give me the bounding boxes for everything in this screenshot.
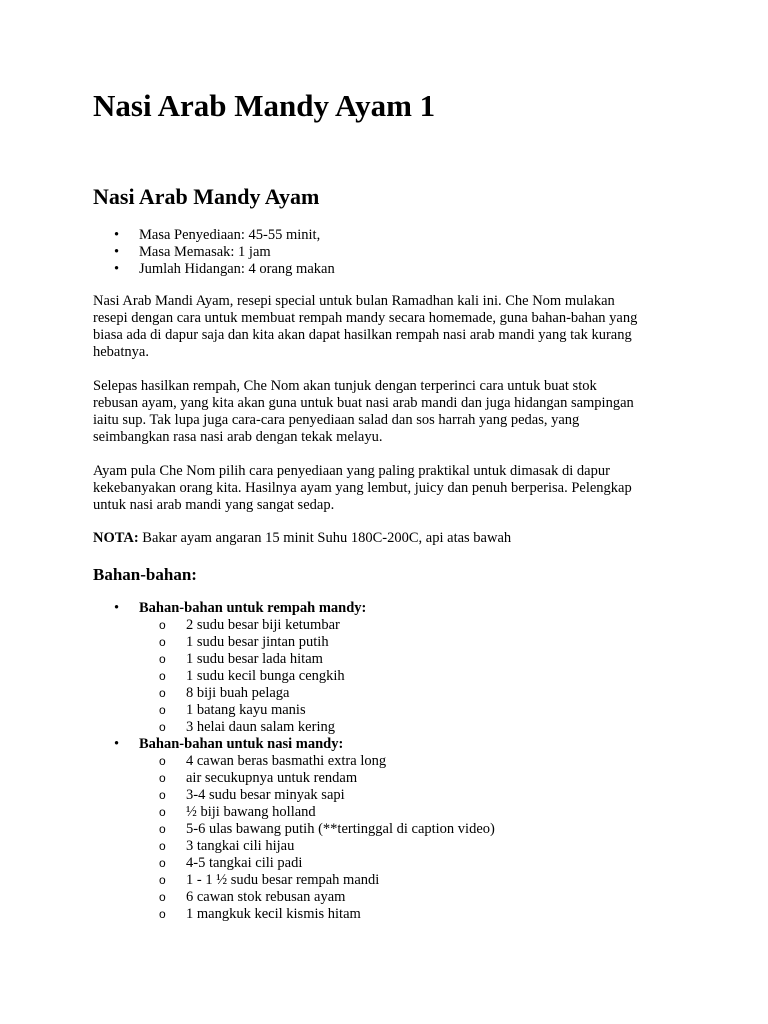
paragraph-line: hebatnya. xyxy=(93,344,149,360)
intro-paragraph-2 xyxy=(93,378,683,446)
ingredient-item xyxy=(139,617,495,634)
ingredient-sublist xyxy=(139,753,495,923)
circle-bullet-icon: o xyxy=(159,771,166,785)
ingredient-text: 6 cawan stok rebusan ayam xyxy=(186,889,346,905)
ingredient-item xyxy=(139,821,495,838)
ingredient-text: 3 helai daun salam kering xyxy=(186,719,335,735)
ingredient-text: air secukupnya untuk rendam xyxy=(186,770,358,786)
ingredient-group-label: Bahan-bahan untuk rempah mandy: xyxy=(139,600,367,616)
ingredient-text: 3 tangkai cili hijau xyxy=(186,838,295,854)
circle-bullet-icon: o xyxy=(159,856,166,870)
meta-text: Masa Memasak: 1 jam xyxy=(139,244,271,260)
ingredient-item xyxy=(139,753,495,770)
circle-bullet-icon: o xyxy=(159,618,166,632)
bullet-icon: • xyxy=(114,227,120,243)
meta-cook-time xyxy=(93,244,335,261)
ingredient-item xyxy=(139,702,495,719)
ingredient-text: 4-5 tangkai cili padi xyxy=(186,855,303,871)
bullet-icon: • xyxy=(114,736,120,752)
ingredient-item xyxy=(139,889,495,906)
circle-bullet-icon: o xyxy=(159,686,166,700)
ingredient-item xyxy=(139,838,495,855)
circle-bullet-icon: o xyxy=(159,669,166,683)
ingredient-text: 4 cawan beras basmathi extra long xyxy=(186,753,387,769)
meta-servings xyxy=(93,261,335,278)
circle-bullet-icon: o xyxy=(159,652,166,666)
ingredient-item xyxy=(139,804,495,821)
intro-paragraph-1 xyxy=(93,293,683,361)
ingredient-text: ½ biji bawang holland xyxy=(186,804,316,820)
bullet-icon: • xyxy=(114,261,120,277)
ingredient-text: 8 biji buah pelaga xyxy=(186,685,290,701)
paragraph-line: resepi dengan cara untuk membuat rempah mandy secara homemade, guna bahan-bahan yang xyxy=(93,310,638,326)
ingredient-item xyxy=(139,872,495,889)
intro-paragraph-3 xyxy=(93,463,683,514)
ingredients-list xyxy=(93,600,495,923)
circle-bullet-icon: o xyxy=(159,890,166,904)
ingredient-text: 1 sudu kecil bunga cengkih xyxy=(186,668,345,684)
ingredient-item xyxy=(139,770,495,787)
paragraph-line: kekebanyakan orang kita. Hasilnya ayam yang lembut, juicy dan penuh berperisa. Pelengkap xyxy=(93,480,632,496)
ingredient-item xyxy=(139,906,495,923)
ingredient-item xyxy=(139,719,495,736)
ingredient-text: 1 - 1 ½ sudu besar rempah mandi xyxy=(186,872,380,888)
circle-bullet-icon: o xyxy=(159,788,166,802)
bullet-icon: • xyxy=(114,600,120,616)
circle-bullet-icon: o xyxy=(159,873,166,887)
circle-bullet-icon: o xyxy=(159,822,166,836)
paragraph-line: Nasi Arab Mandi Ayam, resepi special untuk bulan Ramadhan kali ini. Che Nom mulakan xyxy=(93,293,615,309)
meta-text: Masa Penyediaan: 45-55 minit, xyxy=(139,227,321,243)
section-title: Nasi Arab Mandy Ayam xyxy=(93,184,320,209)
ingredient-sublist xyxy=(139,617,495,736)
ingredient-text: 5-6 ulas bawang putih (**tertinggal di caption video) xyxy=(186,821,495,837)
ingredient-item xyxy=(139,634,495,651)
ingredient-text: 1 batang kayu manis xyxy=(186,702,306,718)
paragraph-line: Selepas hasilkan rempah, Che Nom akan tunjuk dengan terperinci cara untuk buat stok xyxy=(93,378,597,394)
ingredient-text: 2 sudu besar biji ketumbar xyxy=(186,617,340,633)
ingredient-group-rempah xyxy=(93,600,495,736)
nota-text: Bakar ayam angaran 15 minit Suhu 180C-200C, api atas bawah xyxy=(138,530,512,546)
meta-prep-time xyxy=(93,227,335,244)
nota-label: NOTA: xyxy=(93,530,139,546)
document-title: Nasi Arab Mandy Ayam 1 xyxy=(93,88,436,123)
paragraph-line: rebusan ayam, yang kita akan guna untuk buat nasi arab mandi dan juga hidangan sampingan xyxy=(93,395,634,411)
ingredient-item xyxy=(139,855,495,872)
ingredient-item xyxy=(139,787,495,804)
ingredient-text: 3-4 sudu besar minyak sapi xyxy=(186,787,345,803)
recipe-meta-list xyxy=(93,227,335,278)
ingredient-text: 1 sudu besar jintan putih xyxy=(186,634,329,650)
circle-bullet-icon: o xyxy=(159,635,166,649)
paragraph-line: seimbangkan rasa nasi arab dengan tekak melayu. xyxy=(93,429,383,445)
meta-text: Jumlah Hidangan: 4 orang makan xyxy=(139,261,335,277)
paragraph-line: untuk nasi arab mandi yang sangat sedap. xyxy=(93,497,335,513)
nota-note xyxy=(93,530,511,547)
circle-bullet-icon: o xyxy=(159,720,166,734)
ingredient-text: 1 mangkuk kecil kismis hitam xyxy=(186,906,361,922)
circle-bullet-icon: o xyxy=(159,703,166,717)
ingredients-heading: Bahan-bahan: xyxy=(93,565,197,584)
ingredient-group-nasi xyxy=(93,736,495,923)
circle-bullet-icon: o xyxy=(159,754,166,768)
bullet-icon: • xyxy=(114,244,120,260)
circle-bullet-icon: o xyxy=(159,907,166,921)
ingredient-text: 1 sudu besar lada hitam xyxy=(186,651,323,667)
paragraph-line: iaitu sup. Tak lupa juga cara-cara penyediaan salad dan sos harrah yang pedas, yang xyxy=(93,412,580,428)
circle-bullet-icon: o xyxy=(159,839,166,853)
ingredient-group-label: Bahan-bahan untuk nasi mandy: xyxy=(139,736,344,752)
ingredient-item xyxy=(139,685,495,702)
paragraph-line: Ayam pula Che Nom pilih cara penyediaan yang paling praktikal untuk dimasak di dapur xyxy=(93,463,610,479)
ingredient-item xyxy=(139,651,495,668)
paragraph-line: biasa ada di dapur saja dan kita akan dapat hasilkan rempah nasi arab mandi yang tak kurang xyxy=(93,327,632,343)
ingredient-item xyxy=(139,668,495,685)
circle-bullet-icon: o xyxy=(159,805,166,819)
